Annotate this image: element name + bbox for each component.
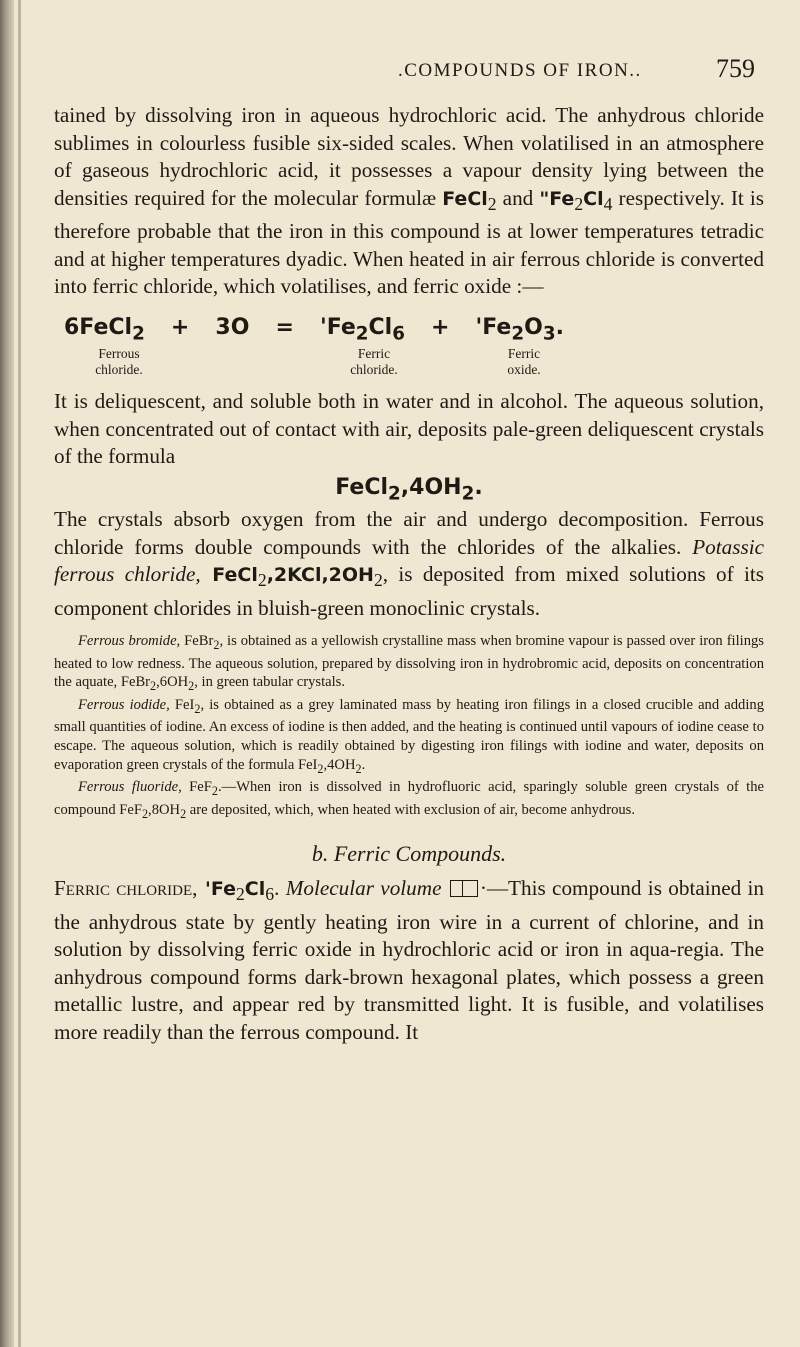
note-ferrous-fluoride: Ferrous fluoride, FeF$_2$.—When iron is dissolved in hydrofluoric acid, sparingly soluble green crystals of the compound $FeF_2,8OH_2$ are deposited, which, when heated with exclusion of air, become anhydrous. (54, 779, 764, 821)
equation-plus: + (170, 314, 190, 340)
section-heading: b. Ferric Compounds. (311, 841, 507, 867)
chemical-equation (64, 315, 564, 344)
formula-hydrate: $FeCl_2,4OH_2$. (335, 474, 483, 505)
label-ferric-chloride: Ferric chloride. (350, 346, 398, 378)
page-number: 759 (716, 54, 755, 83)
paragraph-deliquescent: It is deliquescent, and soluble both in water and in alcohol. The aqueous solution, when concentrated out of contact with air, deposits pale-green deliquescent crystals of the formula (54, 389, 764, 469)
equation-equals: = (275, 314, 294, 340)
equation-term-oxygen: 3O (215, 314, 250, 340)
equation-plus: + (431, 314, 450, 340)
note-ferrous-bromide: Ferrous bromide, FeBr$_2$, is obtained as a yellowish crystalline mass when bromine vapour is passed over iron filings heated to low redness. The aqueous solution, prepared by dissolving iron in hydrobromic acid, deposits on concentration the aquate, $FeBr_2,6OH_2$, in green tabular crystals. (54, 633, 764, 694)
paragraph-double-compounds: The crystals absorb oxygen from the air and undergo decomposition. Ferrous chloride forms double compounds with the chlorides of the alkalies. Potassic ferrous chloride, $FeCl_2,2KCl,2OH_2$, is deposited from mixed solutions of its component chlorides in bluish-green monoclinic crystals. (54, 507, 764, 620)
note-ferrous-iodide: Ferrous iodide, FeI$_2$, is obtained as a grey laminated mass by heating iron filings in a closed crucible and adding small quantities of iodine. An excess of iodine is then added, and the heating is continued until vapours of iodine cease to escape. The aqueous solution, which is readily obtained by digesting iron filings with iodine and water, deposits on evaporation green crystals of the formula $FeI_2,4OH_2$. (54, 696, 764, 776)
equation-labels (64, 346, 584, 378)
label-ferric-oxide: Ferric oxide. (507, 346, 541, 378)
running-title: .COMPOUNDS OF IRON.. (398, 60, 642, 81)
paragraph-ferric-chloride: Ferric chloride, '$Fe_2Cl_6$. Molecular volume ·—This compound is obtained in the anhydrous state by gently heating iron wire in a current of chlorine, and in solution by dissolving ferric oxide in hydrochloric acid or iron in aqua-regia. The anhydrous compound forms dark-brown hexagonal plates, which possess a green metallic lustre, and appear red by transmitted light. It is fusible, and volatilises more readily than the ferrous compound. It (54, 876, 765, 1044)
molecular-volume-symbol (450, 880, 478, 897)
page-body (54, 102, 764, 1046)
equation-term-ferrous-chloride: 6FeCl$_2$ (64, 314, 145, 345)
running-header (0, 50, 800, 84)
page-binding-edge (0, 0, 14, 1347)
equation-term-ferric-oxide: '$Fe_2O_3$. (475, 314, 564, 345)
equation-term-ferric-chloride: '$Fe_2Cl_6$ (319, 314, 405, 345)
page-gutter-line (18, 0, 21, 1347)
paragraph-ferrous-chloride-intro: tained by dissolving iron in aqueous hydrochloric acid. The anhydrous chloride sublimes in colourless fusible six-sided scales. When volatilised in an atmosphere of gaseous hydrochloric acid, it possesses a vapour density lying between the densities required for the molecular formulæ FeCl$_2$ and "$Fe_2Cl_4$ respectively. It is therefore probable that the iron in this compound is at lower temperatures tetradic and at higher temperatures dyadic. When heated in air ferrous chloride is converted into ferric chloride, which volatilises, and ferric oxide :— (54, 103, 764, 299)
label-ferrous-chloride: Ferrous chloride. (95, 346, 143, 378)
